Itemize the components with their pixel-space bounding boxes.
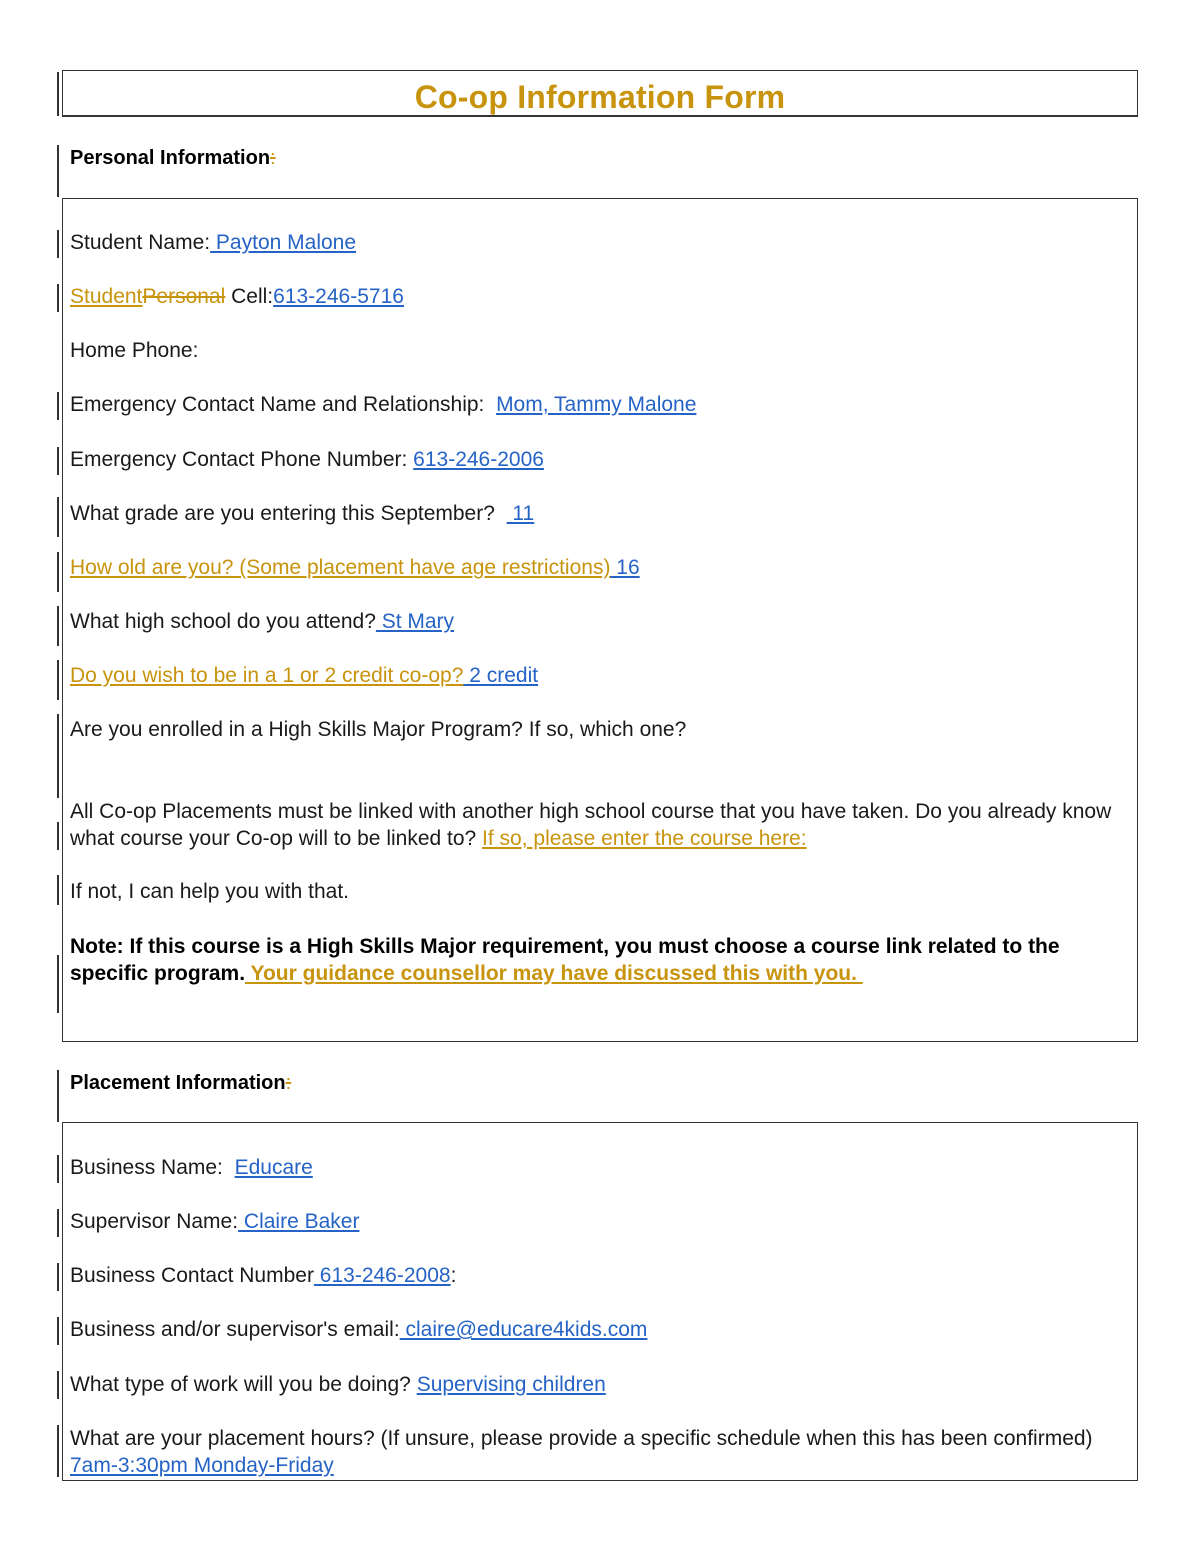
change-bar (57, 1070, 59, 1122)
course-link-paragraph (70, 798, 1120, 852)
change-bar (57, 1371, 59, 1399)
deleted-colon: : (285, 1072, 292, 1094)
deleted-colon: : (270, 147, 276, 169)
supervisor-value[interactable]: Claire Baker (238, 1210, 360, 1233)
contact-suffix: : (450, 1264, 457, 1287)
change-bar (57, 606, 59, 646)
change-bar (57, 447, 59, 475)
work-label: What type of work will you be doing? (70, 1373, 417, 1396)
change-bar (57, 284, 59, 312)
supervisor-label: Supervisor Name: (70, 1210, 239, 1233)
home-phone-label: Home Phone: (70, 339, 199, 362)
change-bar (57, 230, 59, 258)
deleted-text: Personal (142, 285, 226, 308)
contact-row (70, 1262, 456, 1289)
note-inserted: Your guidance counsellor may have discussed this with you. (245, 962, 863, 985)
cell-value[interactable]: 613-246-5716 (273, 285, 404, 308)
work-value[interactable]: Supervising children (416, 1373, 606, 1396)
change-bar (57, 748, 59, 798)
change-bar (57, 660, 59, 700)
grade-row (70, 500, 534, 527)
emergency-phone-value[interactable]: 613-246-2006 (413, 448, 544, 471)
change-bar (57, 497, 59, 537)
contact-label: Business Contact Number (70, 1264, 314, 1287)
emergency-name-row (70, 391, 696, 418)
title-box (62, 70, 1138, 117)
grade-label: What grade are you entering this September? (70, 502, 507, 525)
change-bar (57, 1209, 59, 1237)
email-label: Business and/or supervisor's email: (70, 1318, 400, 1341)
credit-row (70, 662, 538, 689)
form-title: Co-op Information Form (414, 79, 786, 115)
school-label: What high school do you attend? (70, 610, 376, 633)
note-text: Note: If this course is a High Skills Major requirement, you must choose a course link related to the specific program. (70, 935, 1060, 985)
change-bar (57, 392, 59, 420)
change-bar (57, 1263, 59, 1291)
school-value[interactable]: St Mary (375, 610, 455, 633)
age-value[interactable]: 16 (610, 556, 640, 579)
personal-heading-text: Personal Information (70, 147, 271, 169)
supervisor-row (70, 1208, 359, 1235)
emergency-phone-label: Emergency Contact Phone Number: (70, 448, 414, 471)
help-text: If not, I can help you with that. (70, 880, 349, 903)
change-bar (57, 72, 59, 116)
change-bar (57, 145, 59, 197)
change-bar (57, 955, 59, 1013)
cell-row (70, 283, 404, 310)
inserted-text: Student (70, 285, 143, 308)
student-name-label: Student Name: (70, 231, 211, 254)
change-bar (57, 1317, 59, 1345)
emergency-name-label: Emergency Contact Name and Relationship: (70, 393, 497, 416)
note-paragraph (70, 933, 1120, 987)
course-link-text: All Co-op Placements must be linked with another high school course that you have taken. Do you already know what course your Co-op will to be linked to? (70, 800, 1112, 850)
change-bar (57, 875, 59, 905)
student-name-row (70, 229, 356, 256)
business-name-row (70, 1154, 313, 1181)
change-bar (57, 1425, 59, 1477)
email-value[interactable]: claire@educare4kids.com (399, 1318, 648, 1341)
credit-value[interactable]: 2 credit (463, 664, 539, 687)
change-bar (57, 552, 59, 592)
personal-info-heading (70, 147, 276, 170)
email-row (70, 1316, 647, 1343)
hours-label: What are your placement hours? (If unsure, please provide a specific schedule when this has been confirmed) (70, 1427, 1093, 1450)
business-name-value[interactable]: Educare (234, 1156, 313, 1179)
placement-info-heading (70, 1072, 291, 1095)
contact-value[interactable]: 613-246-2008 (313, 1264, 451, 1287)
age-label: How old are you? (Some placement have age restrictions) (70, 556, 611, 579)
hsm-question: Are you enrolled in a High Skills Major Program? If so, which one? (70, 718, 687, 741)
credit-label: Do you wish to be in a 1 or 2 credit co-op? (70, 664, 464, 687)
business-name-label: Business Name: (70, 1156, 235, 1179)
emergency-phone-row (70, 446, 544, 473)
change-bar (57, 822, 59, 850)
change-bar (57, 1155, 59, 1183)
placement-heading-text: Placement Information (70, 1072, 286, 1094)
home-phone-row (70, 337, 198, 364)
course-link-inserted[interactable]: If so, please enter the course here: (482, 827, 807, 850)
age-row (70, 554, 640, 581)
grade-value[interactable]: 11 (506, 502, 535, 525)
work-row (70, 1371, 606, 1398)
school-row (70, 608, 454, 635)
hours-paragraph (70, 1425, 1120, 1479)
hours-value[interactable]: 7am-3:30pm Monday-Friday (70, 1454, 334, 1477)
student-name-value[interactable]: Payton Malone (210, 231, 357, 254)
emergency-name-value[interactable]: Mom, Tammy Malone (496, 393, 697, 416)
cell-label: Cell: (225, 285, 274, 308)
